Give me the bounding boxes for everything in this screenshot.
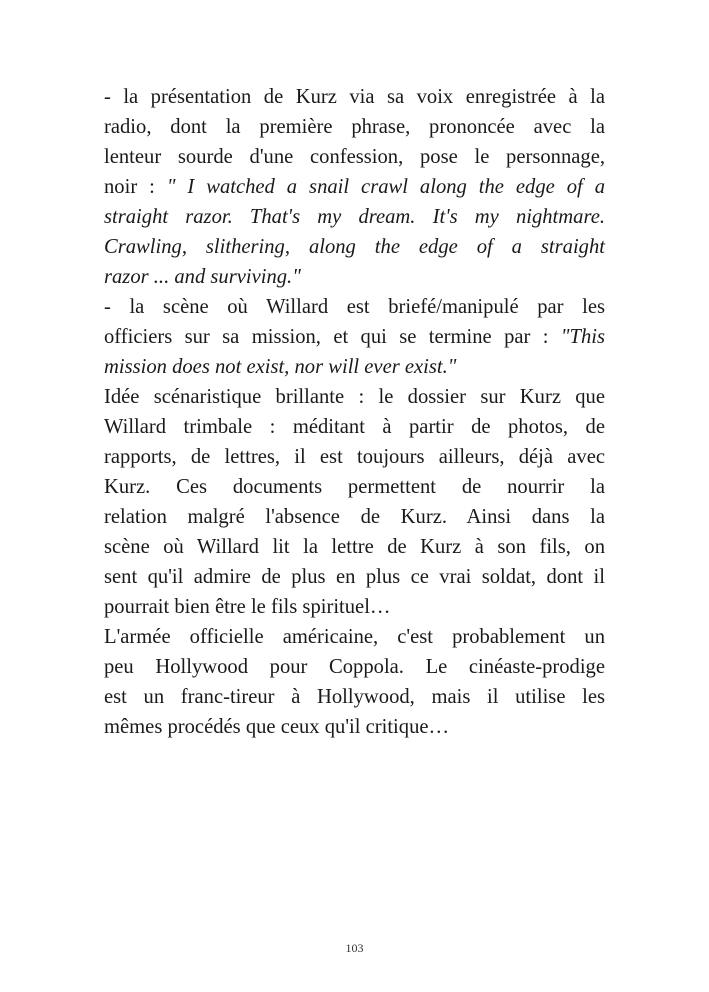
body-text (104, 82, 605, 742)
page-number: 103 (345, 941, 364, 955)
line-text: L'armée officielle américaine, c'est probablement un (104, 626, 605, 648)
text-line (104, 82, 605, 112)
line-text: sent qu'il admire de plus en plus ce vrai soldat, dont il (104, 566, 605, 588)
line-italic: mission does not exist, nor will ever exist." (104, 356, 457, 378)
text-line (104, 472, 605, 502)
text-line (104, 382, 605, 412)
line-text: lenteur sourde d'une confession, pose le personnage, (104, 146, 605, 168)
line-text: Willard trimbale : méditant à partir de photos, de (104, 416, 605, 438)
text-line (104, 292, 605, 322)
line-text: est un franc-tireur à Hollywood, mais il utilise les (104, 686, 605, 708)
text-line (104, 142, 605, 172)
line-text: relation malgré l'absence de Kurz. Ainsi dans la (104, 506, 605, 528)
line-text: mêmes procédés que ceux qu'il critique… (104, 716, 450, 738)
line-italic: razor ... and surviving." (104, 266, 301, 288)
line-text: officiers sur sa mission, et qui se termine par : (104, 326, 561, 348)
text-line (104, 112, 605, 142)
text-line (104, 202, 605, 232)
text-line (104, 352, 605, 382)
line-text: radio, dont la première phrase, prononcée avec la (104, 116, 605, 138)
text-line (104, 712, 605, 742)
text-line (104, 442, 605, 472)
line-text: - la scène où Willard est briefé/manipulé par les (104, 296, 605, 318)
line-text: - la présentation de Kurz via sa voix enregistrée à la (104, 86, 605, 108)
text-line (104, 592, 605, 622)
line-text: Kurz. Ces documents permettent de nourrir la (104, 476, 605, 498)
line-text: scène où Willard lit la lettre de Kurz à son fils, on (104, 536, 605, 558)
text-line (104, 262, 605, 292)
line-italic: Crawling, slithering, along the edge of a straight (104, 236, 605, 258)
text-line (104, 232, 605, 262)
text-line (104, 682, 605, 712)
text-line (104, 532, 605, 562)
line-italic: "This (560, 326, 605, 348)
line-text: Idée scénaristique brillante : le dossier sur Kurz que (104, 386, 605, 408)
line-italic: straight razor. That's my dream. It's my nightmare. (104, 206, 605, 228)
text-line (104, 502, 605, 532)
text-line (104, 322, 605, 352)
line-text: rapports, de lettres, il est toujours ailleurs, déjà avec (104, 446, 605, 468)
line-text: noir : (104, 176, 167, 198)
text-line (104, 412, 605, 442)
text-line (104, 172, 605, 202)
line-text: peu Hollywood pour Coppola. Le cinéaste-prodige (104, 656, 605, 678)
text-line (104, 652, 605, 682)
text-line (104, 562, 605, 592)
text-line (104, 622, 605, 652)
line-text: pourrait bien être le fils spirituel… (104, 596, 391, 618)
line-italic: " I watched a snail crawl along the edge of a (166, 176, 605, 198)
